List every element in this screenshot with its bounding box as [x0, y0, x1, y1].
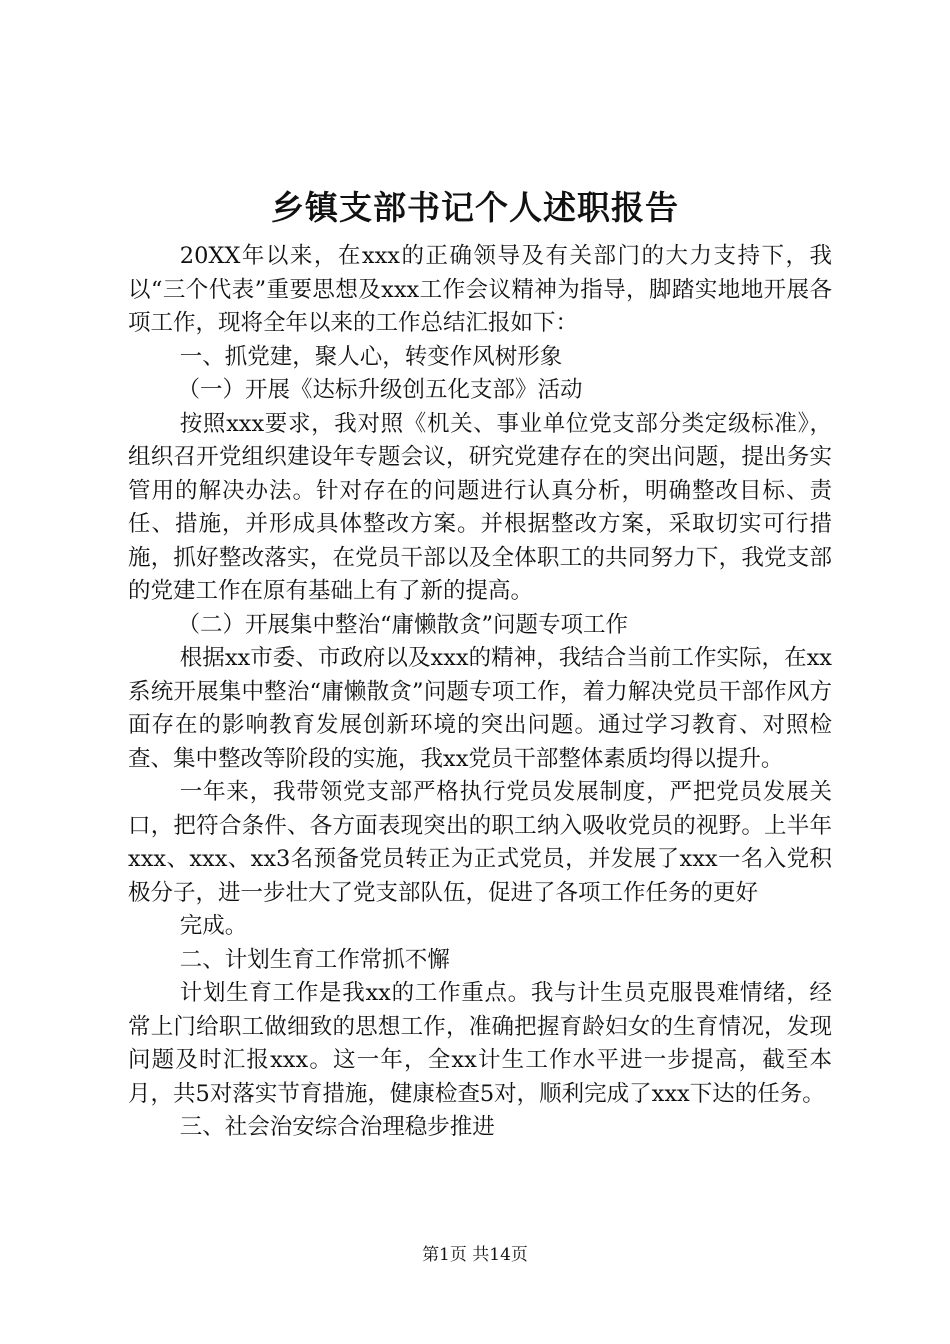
body-paragraph-continuation: 完成。 — [179, 913, 248, 939]
section-heading-public-security: 三、社会治安综合治理稳步推进 — [179, 1114, 495, 1140]
section-heading-family-planning: 二、计划生育工作常抓不懈 — [179, 946, 450, 973]
body-paragraph: 根据xx市委、市政府以及xxx的精神，我结合当前工作实际，在xx系统开展集中整治“庸懒散贪”问题专项工作，着力解决党员干部作风方面存在的影响教育发展创新环境的突出问题。通过学习教育、对照检查、集中整改等阶段的实施，我xx党员干部整体素质均得以提升。 — [128, 645, 832, 772]
subsection-heading-2: （二）开展集中整治“庸懒散贪”问题专项工作 — [177, 611, 629, 638]
document-title: 乡镇支部书记个人述职报告 — [271, 188, 679, 227]
section-heading-party-building: 一、抓党建，聚人心，转变作风树形象 — [179, 343, 563, 370]
intro-paragraph: 20XX年以来，在xxx的正确领导及有关部门的大力支持下，我以“三个代表”重要思想及xxx工作会议精神为指导，脚踏实地地开展各项工作，现将全年以来的工作总结汇报如下： — [128, 243, 832, 336]
document-body — [128, 240, 832, 1145]
body-paragraph: 计划生育工作是我xx的工作重点。我与计生员克服畏难情绪，经常上门给职工做细致的思想工作，准确把握育龄妇女的生育情况，发现问题及时汇报xxx。这一年，全xx计生工作水平进一步提高，截至本月，共5对落实节育措施，健康检查5对，顺利完成了xxx下达的任务。 — [128, 980, 832, 1107]
body-paragraph: 一年来，我带领党支部严格执行党员发展制度，严把党员发展关口，把符合条件、各方面表现突出的职工纳入吸收党员的视野。上半年xxx、xxx、xx3名预备党员转正为正式党员，并发展了xxx一名入党积极分子，进一步壮大了党支部队伍，促进了各项工作任务的更好 — [128, 779, 832, 906]
body-paragraph: 按照xxx要求，我对照《机关、事业单位党支部分类定级标准》，组织召开党组织建设年专题会议，研究党建存在的突出问题，提出务实管用的解决办法。针对存在的问题进行认真分析，明确整改目标、责任、措施，并形成具体整改方案。并根据整改方案，采取切实可行措施，抓好整改落实，在党员干部以及全体职工的共同努力下，我党支部的党建工作在原有基础上有了新的提高。 — [128, 410, 832, 604]
subsection-heading-1: （一）开展《达标升级创五化支部》活动 — [177, 377, 583, 403]
page-number-footer: 第1页 共14页 — [422, 1245, 528, 1265]
